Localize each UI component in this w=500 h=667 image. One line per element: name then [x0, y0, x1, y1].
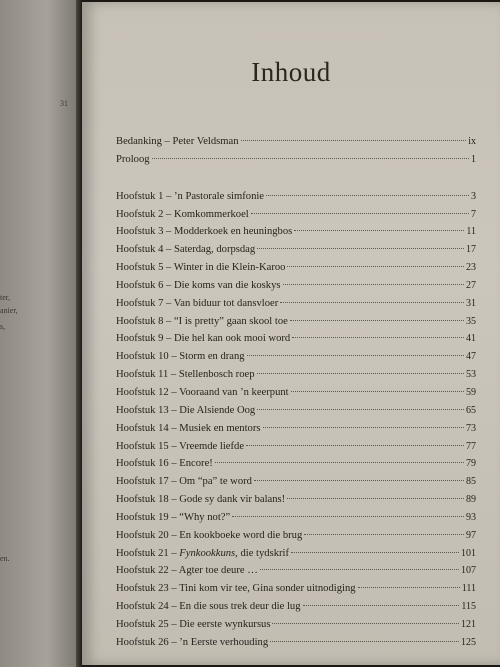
chapter-number: Hoofstuk 24 –	[116, 601, 180, 613]
chapter-title-suffix: , die tydskrif	[235, 547, 290, 559]
toc-entry-page: 47	[466, 351, 476, 363]
chapter-title: Saterdag, dorpsdag	[173, 244, 256, 256]
toc-entry	[116, 280, 476, 298]
toc-entry-page: 125	[461, 636, 476, 648]
chapter-title: “I is pretty” gaan skool toe	[173, 315, 288, 327]
toc-entry-page: 59	[466, 386, 476, 398]
dot-leader	[270, 641, 459, 642]
chapter-number: Hoofstuk 15 –	[116, 440, 180, 452]
dot-leader	[358, 587, 460, 588]
toc-entry	[116, 154, 476, 172]
toc-entry-title	[116, 351, 245, 362]
toc-entry-page: ix	[468, 136, 476, 147]
toc-entry	[116, 637, 476, 655]
toc-entry	[116, 191, 476, 209]
dot-leader	[260, 569, 459, 570]
toc-entry	[116, 441, 476, 459]
toc-entry	[116, 530, 476, 548]
chapter-list	[116, 191, 476, 655]
dot-leader	[291, 552, 459, 553]
toc-entry	[116, 351, 476, 369]
chapter-title: Encore!	[179, 458, 213, 470]
table-of-contents	[116, 136, 476, 655]
toc-entry-title: Bedanking – Peter Veldsman	[116, 136, 239, 147]
chapter-number: Hoofstuk 19 –	[116, 511, 180, 523]
toc-entry	[116, 316, 476, 334]
chapter-title: ’n Pastorale simfonie	[173, 190, 265, 202]
chapter-number: Hoofstuk 18 –	[116, 494, 180, 506]
chapter-number: Hoofstuk 7 –	[116, 297, 174, 309]
toc-entry-title	[116, 494, 285, 505]
chapter-number: Hoofstuk 9 –	[116, 333, 174, 345]
dot-leader	[246, 445, 464, 446]
toc-entry	[116, 583, 476, 601]
toc-entry-title	[116, 226, 292, 237]
dot-leader	[283, 284, 464, 285]
dot-leader	[257, 248, 464, 249]
dot-leader	[287, 498, 464, 499]
chapter-number: Hoofstuk 22 –	[116, 565, 179, 577]
front-matter	[116, 136, 476, 172]
chapter-number: Hoofstuk 4 –	[116, 244, 174, 256]
toc-entry-title	[116, 619, 270, 630]
toc-entry-title	[116, 387, 289, 398]
toc-entry-page: 31	[466, 297, 476, 309]
toc-entry	[116, 423, 476, 441]
chapter-number: Hoofstuk 5 –	[116, 262, 174, 274]
toc-entry-page: 11	[466, 226, 476, 238]
toc-entry-title	[116, 476, 252, 487]
chapter-number: Hoofstuk 20 –	[116, 529, 180, 541]
toc-entry-page: 23	[466, 262, 476, 274]
dot-leader	[247, 355, 464, 356]
chapter-number: Hoofstuk 1 –	[116, 190, 174, 202]
chapter-title: Agter toe deure …	[178, 565, 258, 577]
chapter-number: Hoofstuk 3 –	[116, 226, 174, 238]
chapter-title: Vooraand van ’n keerpunt	[179, 386, 289, 398]
toc-entry	[116, 136, 476, 154]
toc-entry-title	[116, 637, 268, 648]
chapter-title: Fynkookkuns	[179, 547, 236, 559]
toc-entry-page: 77	[466, 440, 476, 452]
toc-entry-page: 3	[471, 190, 476, 202]
chapter-number: Hoofstuk 12 –	[116, 386, 180, 398]
dot-leader	[241, 140, 467, 141]
toc-entry	[116, 387, 476, 405]
toc-entry-page: 85	[466, 476, 476, 488]
toc-entry-page: 93	[466, 511, 476, 523]
chapter-title: Die Alsiende Oog	[179, 404, 256, 416]
chapter-number: Hoofstuk 11 –	[116, 369, 179, 381]
toc-entry-title	[116, 458, 213, 469]
toc-entry-page: 1	[471, 153, 476, 165]
chapter-title: Die eerste wynkursus	[179, 618, 271, 630]
toc-entry-page: 97	[466, 529, 476, 541]
toc-entry-title	[116, 548, 289, 559]
left-page-text-fragment: anier,	[0, 306, 18, 315]
chapter-title: Tini kom vir tee, Gina sonder uitnodiging	[179, 583, 356, 595]
left-page-text-fragment: ter,	[0, 293, 11, 302]
toc-entry	[116, 369, 476, 387]
toc-entry	[116, 298, 476, 316]
dot-leader	[263, 427, 465, 428]
chapter-title: Vreemde liefde	[179, 440, 245, 452]
toc-entry	[116, 601, 476, 619]
left-page-text-fragment: s,	[0, 322, 6, 331]
toc-entry	[116, 494, 476, 512]
dot-leader	[257, 373, 465, 374]
toc-entry	[116, 458, 476, 476]
toc-entry-page: 17	[466, 244, 476, 256]
toc-entry-title	[116, 512, 230, 523]
toc-entry	[116, 209, 476, 227]
chapter-title: Van biduur tot dansvloer	[173, 297, 279, 309]
dot-leader	[287, 266, 464, 267]
toc-entry-page: 7	[471, 208, 476, 220]
toc-entry-title	[116, 405, 255, 416]
chapter-title: Winter in die Klein-Karoo	[173, 262, 286, 274]
dot-leader	[266, 195, 469, 196]
dot-leader	[291, 391, 464, 392]
chapter-number: Hoofstuk 8 –	[116, 315, 174, 327]
chapter-number: Hoofstuk 21 –	[116, 547, 180, 559]
toc-entry-title	[116, 191, 264, 202]
toc-entry-page: 89	[466, 494, 476, 506]
chapter-number: Hoofstuk 25 –	[116, 618, 180, 630]
dot-leader	[232, 516, 464, 517]
dot-leader	[290, 320, 464, 321]
toc-entry-page: 65	[466, 404, 476, 416]
section-gap	[116, 172, 476, 191]
chapter-number: Hoofstuk 13 –	[116, 404, 180, 416]
toc-entry-title	[116, 601, 301, 612]
chapter-title: En kookboeke word die brug	[179, 529, 303, 541]
toc-entry-title	[116, 280, 281, 291]
dot-leader	[280, 302, 464, 303]
dot-leader	[152, 158, 469, 159]
toc-entry-title	[116, 441, 244, 452]
toc-entry	[116, 512, 476, 530]
dot-leader	[292, 337, 464, 338]
dot-leader	[272, 623, 459, 624]
toc-entry	[116, 548, 476, 566]
toc-entry	[116, 262, 476, 280]
toc-entry-title	[116, 423, 261, 434]
toc-entry	[116, 333, 476, 351]
toc-entry-title	[116, 316, 288, 327]
chapter-number: Hoofstuk 2 –	[116, 208, 174, 220]
toc-page	[82, 2, 500, 665]
chapter-title: Modderkoek en heuningbos	[173, 226, 293, 238]
toc-entry-title	[116, 565, 258, 576]
dot-leader	[215, 462, 464, 463]
toc-entry-page: 73	[466, 422, 476, 434]
toc-entry-title: Proloog	[116, 153, 150, 165]
toc-entry-title	[116, 298, 278, 309]
toc-entry-page: 121	[461, 618, 476, 630]
toc-entry	[116, 226, 476, 244]
dot-leader	[294, 230, 464, 231]
chapter-title: Stellenbosch roep	[178, 369, 255, 381]
toc-entry-page: 35	[466, 315, 476, 327]
chapter-number: Hoofstuk 17 –	[116, 476, 180, 488]
toc-entry-title	[116, 530, 302, 541]
chapter-title: Musiek en mentors	[179, 422, 261, 434]
chapter-title: Storm en drang	[179, 351, 245, 363]
left-page-text-fragment: en.	[0, 554, 10, 563]
chapter-title: “Why not?”	[179, 511, 231, 523]
chapter-number: Hoofstuk 16 –	[116, 458, 180, 470]
chapter-number: Hoofstuk 6 –	[116, 279, 174, 291]
toc-entry-title	[116, 583, 356, 594]
toc-entry-title	[116, 244, 255, 255]
chapter-number: Hoofstuk 10 –	[116, 351, 180, 363]
toc-entry-title	[116, 209, 249, 220]
chapter-number: Hoofstuk 23 –	[116, 583, 180, 595]
toc-entry-page: 79	[466, 458, 476, 470]
chapter-title: Die koms van die koskys	[173, 279, 281, 291]
toc-entry	[116, 565, 476, 583]
toc-entry-page: 27	[466, 279, 476, 291]
dot-leader	[303, 605, 460, 606]
chapter-number: Hoofstuk 26 –	[116, 636, 180, 648]
chapter-number: Hoofstuk 14 –	[116, 422, 180, 434]
toc-entry-title	[116, 369, 255, 380]
page-title: Inhoud	[251, 57, 331, 87]
chapter-title: Gode sy dank vir balans!	[179, 494, 286, 506]
chapter-title: Komkommerkoel	[173, 208, 249, 220]
toc-entry-page: 111	[461, 583, 476, 595]
toc-entry-page: 107	[461, 565, 476, 577]
toc-entry-title	[116, 333, 290, 344]
toc-entry	[116, 405, 476, 423]
chapter-title: Die hel kan ook mooi word	[173, 333, 291, 345]
toc-entry-page: 115	[461, 601, 476, 613]
toc-entry-page: 41	[466, 333, 476, 345]
dot-leader	[304, 534, 464, 535]
dot-leader	[254, 480, 464, 481]
toc-entry	[116, 476, 476, 494]
chapter-title: En die sous trek deur die lug	[179, 601, 301, 613]
toc-entry-page: 53	[466, 369, 476, 381]
toc-entry-page: 101	[461, 547, 476, 559]
dot-leader	[257, 409, 464, 410]
left-page-text-fragment: 31	[60, 99, 68, 108]
dot-leader	[251, 213, 469, 214]
toc-entry	[116, 619, 476, 637]
chapter-title: ’n Eerste verhouding	[179, 636, 269, 648]
left-page-edge	[0, 0, 78, 667]
chapter-title: Om “pa” te word	[179, 476, 252, 488]
toc-entry-title	[116, 262, 285, 273]
toc-entry	[116, 244, 476, 262]
